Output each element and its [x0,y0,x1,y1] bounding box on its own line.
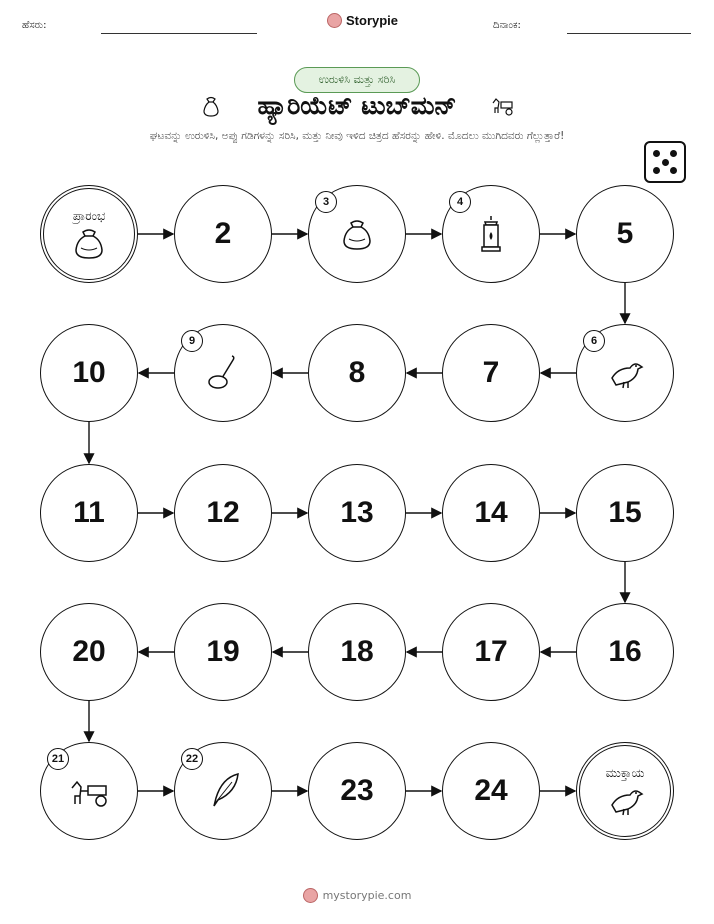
space-number: 20 [72,635,106,668]
ladle-icon [202,352,244,394]
start-space [40,185,138,283]
bird-icon [604,779,646,821]
board-space [174,464,272,562]
board-space [442,742,540,840]
space-number: 10 [72,356,106,389]
page-title: ಹ್ಯಾರಿಯೆಟ್ ಟುಬ್‌ಮನ್ [257,91,457,120]
instructions: ಘಟವನ್ನು ಉರುಳಿಸಿ, ಅಪ್ಪು ಗಡಿಗಳನ್ನು ಸರಿಸಿ, ಮತ್ತು ನೀವು ಇಳಿದ ಚಿತ್ರದ ಹೆಸರನ್ನು ಹೇಳಿ. ಮೊದಲು ಮುಗಿದವರು ಗೆಲ್ಲುತ್ತಾರೆ! [149,130,565,142]
space-number: 17 [474,635,508,668]
game-type-badge: ಉರುಳಿಸಿ ಮತ್ತು ಸರಿಸಿ [294,67,420,93]
date-label: ದಿನಾಂಕ: [493,20,521,31]
board-space [576,603,674,701]
space-number-badge: 6 [583,330,605,352]
board-space [308,464,406,562]
space-number-badge: 4 [449,191,471,213]
horse-cart-icon [68,770,110,812]
lantern-icon [470,213,512,255]
space-number: 14 [474,496,508,529]
board-space [576,464,674,562]
footer-site: mystorypie.com [322,889,412,902]
finish-label: ಮುಕ್ತಾಯ [605,766,645,780]
space-number: 2 [214,217,232,250]
space-number: 15 [608,496,642,529]
board-space [442,603,540,701]
space-number: 24 [474,774,508,807]
space-number: 18 [340,635,374,668]
footer [0,888,714,903]
space-number-badge: 9 [181,330,203,352]
name-label: ಹೆಸರು: [22,20,47,31]
sack-icon [336,213,378,255]
space-number: 5 [616,217,634,250]
space-number-badge: 3 [315,191,337,213]
board-space [308,324,406,422]
bird-icon [604,352,646,394]
space-number: 13 [340,496,374,529]
space-number: 23 [340,774,374,807]
finish-space [576,742,674,840]
board-space [576,185,674,283]
board-space [442,464,540,562]
board-space [40,464,138,562]
space-number-badge: 22 [181,748,203,770]
space-number: 19 [206,635,240,668]
space-number: 16 [608,635,642,668]
sack-icon [68,222,110,264]
quill-icon [202,770,244,812]
space-number: 7 [482,356,500,389]
board-space [308,742,406,840]
bear-logo-icon [303,888,318,903]
space-number: 12 [206,496,240,529]
space-number: 8 [348,356,366,389]
board-space [174,185,272,283]
board-space [174,603,272,701]
board-space [308,603,406,701]
board-space [40,324,138,422]
brand-name: Storypie [346,13,399,28]
board-space [40,603,138,701]
board-space [442,324,540,422]
space-number: 11 [73,496,105,529]
start-label: ಪ್ರಾರಂಭ [72,209,106,223]
space-number-badge: 21 [47,748,69,770]
